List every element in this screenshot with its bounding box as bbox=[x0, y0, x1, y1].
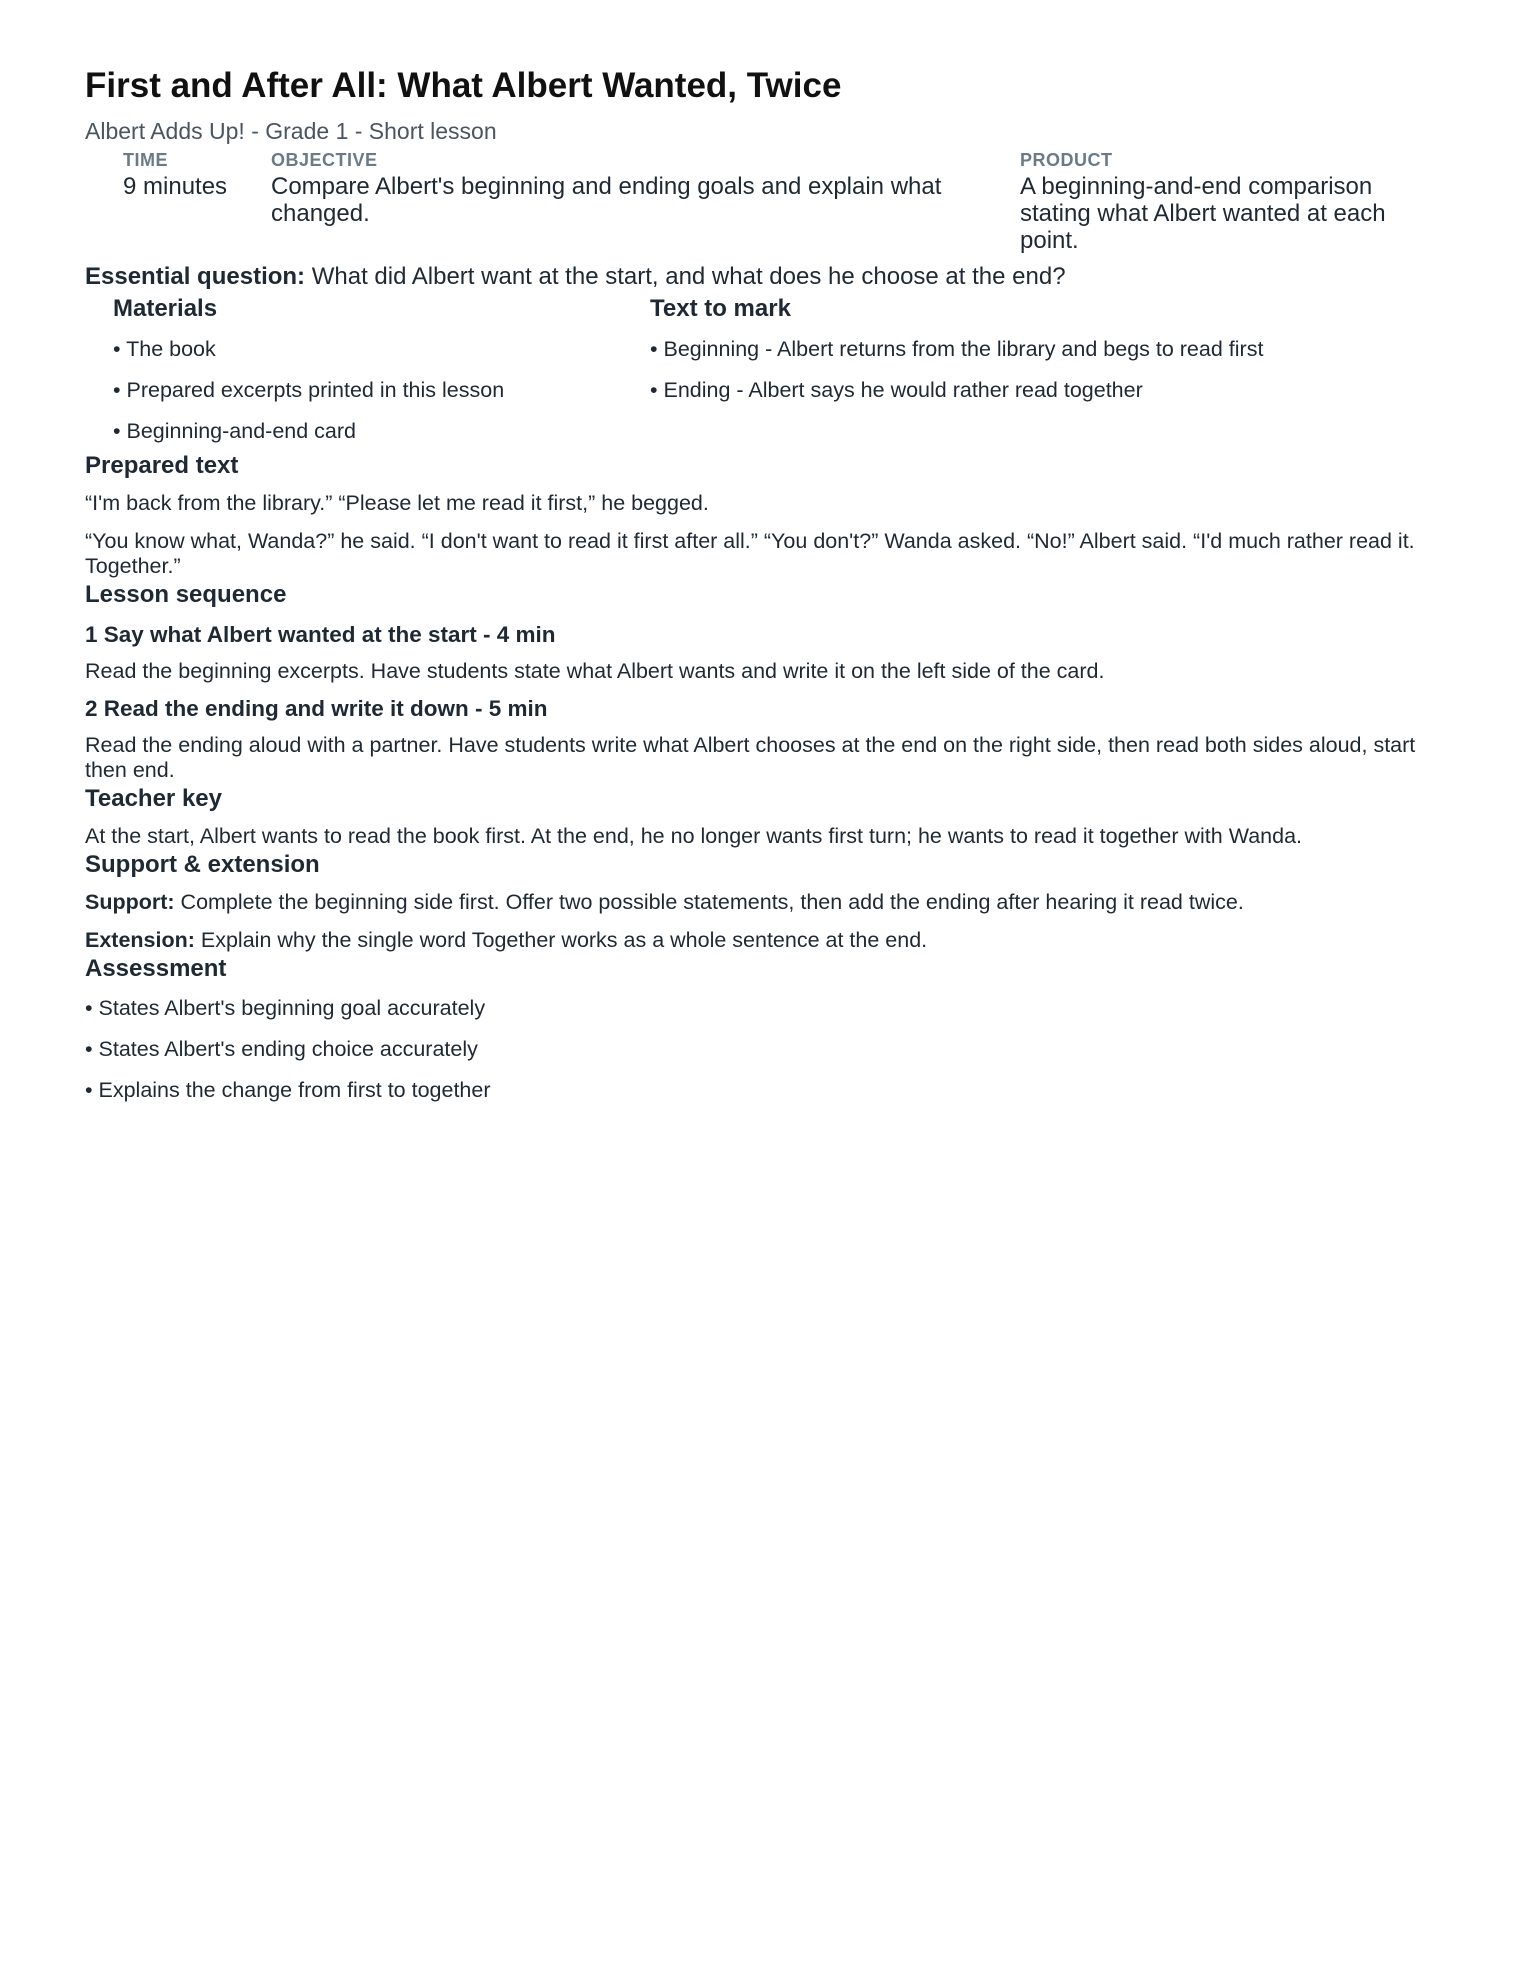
text-to-mark-heading: Text to mark bbox=[650, 295, 791, 322]
teacher-key-text: At the start, Albert wants to read the book first. At the end, he no longer wants first turn; he wants to read it together with Wanda. bbox=[85, 824, 1303, 848]
assessment-section bbox=[85, 953, 1455, 1104]
prepared-text-paragraph: “You know what, Wanda?” he said. “I don't want to read it first after all.” “You don't?” Wanda asked. “No!” Albert said. “I'd much rather read it. Together.” bbox=[85, 529, 1415, 578]
lesson-meta bbox=[85, 149, 1455, 261]
meta-time bbox=[123, 149, 253, 200]
page-title: First and After All: What Albert Wanted, Twice bbox=[85, 66, 842, 105]
meta-objective-value: Compare Albert's beginning and ending goals and explain what changed. bbox=[271, 173, 942, 227]
materials-column bbox=[113, 293, 633, 445]
essential-question bbox=[85, 261, 1455, 293]
materials-and-text-to-mark bbox=[85, 293, 1455, 450]
support-extension-heading: Support & extension bbox=[85, 851, 320, 878]
list-item: • The book bbox=[113, 337, 216, 361]
support-label: Support: bbox=[85, 890, 175, 914]
materials-heading: Materials bbox=[113, 295, 218, 322]
teacher-key-heading: Teacher key bbox=[85, 785, 222, 812]
meta-product bbox=[1020, 149, 1420, 254]
list-item: • Ending - Albert says he would rather read together bbox=[650, 378, 1143, 402]
list-item: • Explains the change from first to together bbox=[85, 1078, 491, 1102]
list-item: • States Albert's ending choice accurately bbox=[85, 1037, 478, 1061]
text-to-mark-column bbox=[650, 293, 1450, 404]
support-extension-section bbox=[85, 849, 1455, 953]
lesson-page bbox=[85, 62, 1455, 1104]
essential-question-text: What did Albert want at the start, and what does he choose at the end? bbox=[305, 263, 1066, 290]
step-text: Read the ending aloud with a partner. Have students write what Albert chooses at the end on the right side, then read both sides aloud, start then end. bbox=[85, 733, 1416, 782]
meta-time-label: TIME bbox=[123, 150, 168, 170]
step-text: Read the beginning excerpts. Have students state what Albert wants and write it on the left side of the card. bbox=[85, 659, 1105, 683]
meta-product-value: A beginning-and-end comparison stating what Albert wanted at each point. bbox=[1020, 173, 1386, 254]
meta-objective bbox=[271, 149, 1011, 227]
prepared-text-paragraph: “I'm back from the library.” “Please let me read it first,” he begged. bbox=[85, 491, 709, 515]
list-item: • Prepared excerpts printed in this lesson bbox=[113, 378, 505, 402]
essential-question-label: Essential question: bbox=[85, 263, 306, 290]
list-item: • Beginning - Albert returns from the library and begs to read first bbox=[650, 337, 1264, 361]
support-text: Complete the beginning side first. Offer two possible statements, then add the ending after hearing it read twice. bbox=[174, 890, 1244, 914]
list-item: • Beginning-and-end card bbox=[113, 419, 356, 443]
list-item: • States Albert's beginning goal accurately bbox=[85, 996, 486, 1020]
support-paragraph bbox=[85, 890, 1455, 915]
extension-label: Extension: bbox=[85, 928, 195, 952]
extension-paragraph bbox=[85, 928, 1455, 953]
step-title: 1 Say what Albert wanted at the start - 4 min bbox=[85, 622, 556, 647]
page-subtitle: Albert Adds Up! - Grade 1 - Short lesson bbox=[85, 118, 497, 144]
lesson-sequence-heading: Lesson sequence bbox=[85, 581, 287, 608]
meta-product-label: PRODUCT bbox=[1020, 150, 1113, 170]
prepared-text-section bbox=[85, 450, 1455, 579]
lesson-sequence-section bbox=[85, 579, 1455, 783]
meta-time-value: 9 minutes bbox=[123, 173, 228, 200]
extension-text: Explain why the single word Together works as a whole sentence at the end. bbox=[194, 928, 928, 952]
assessment-heading: Assessment bbox=[85, 955, 227, 982]
meta-objective-label: OBJECTIVE bbox=[271, 150, 378, 170]
step-title: 2 Read the ending and write it down - 5 min bbox=[85, 696, 548, 721]
prepared-text-heading: Prepared text bbox=[85, 452, 239, 479]
teacher-key-section bbox=[85, 783, 1455, 849]
